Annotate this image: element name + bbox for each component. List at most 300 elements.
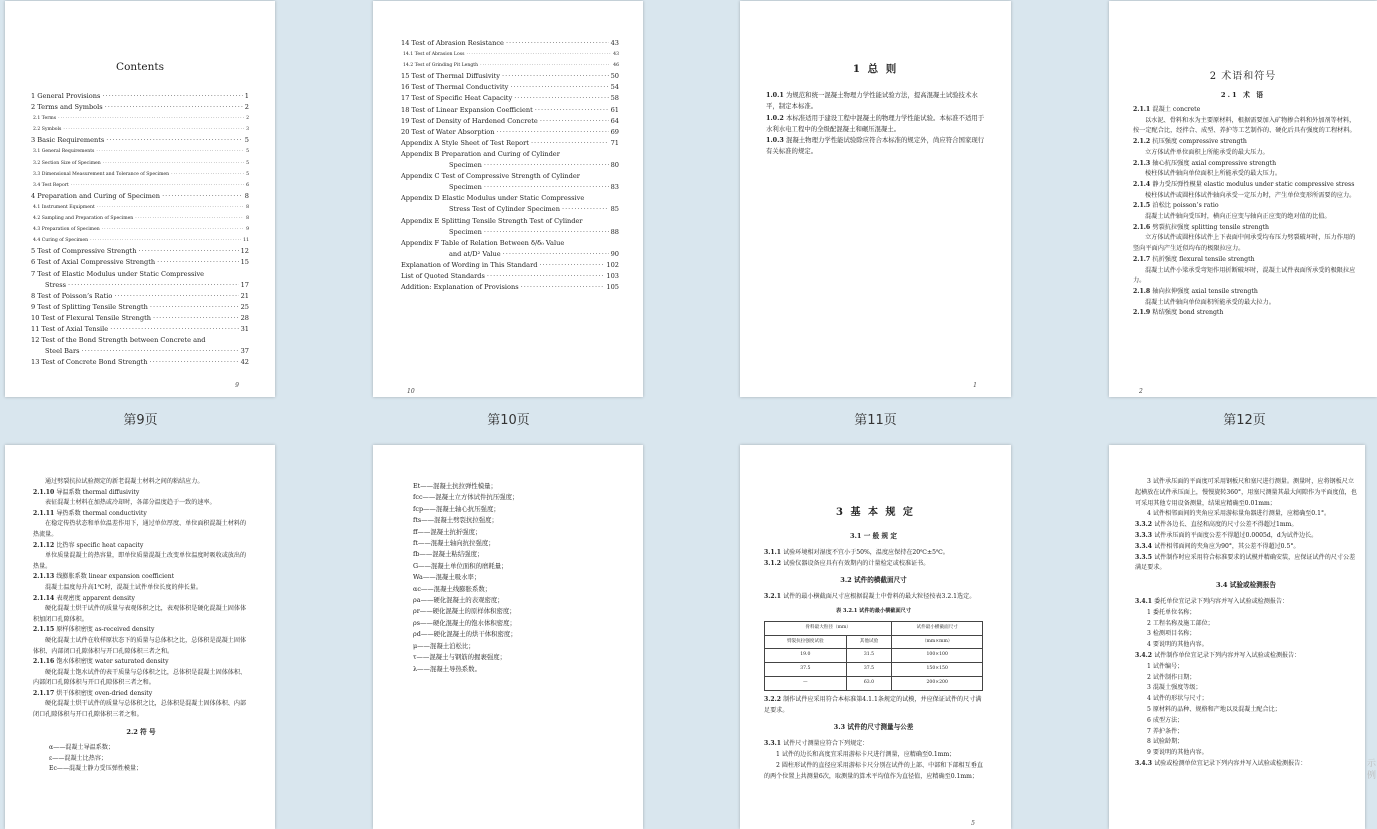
clause-number: 2.1.3 [1133,159,1153,167]
toc-entry-page: 11 [243,238,249,244]
toc-entry [401,127,619,138]
toc-leader-dots [71,180,244,191]
toc-entry-title: List of Quoted Standards [401,271,485,280]
term-definition: 立方体试件单位面积上所能承受的最大压力。 [1145,148,1269,156]
toc-entry-page: 25 [240,302,249,311]
toc-entry-title: 4.2 Sampling and Preparation of Specimen [33,216,134,222]
term-heading: 2.1.12 比热容 specific heat capacity [33,541,144,549]
table-header: （mm×mm） [892,635,983,649]
toc-entry-title: 3.2 Section Size of Specimen [33,160,101,166]
toc-leader-dots [157,257,238,268]
toc-entry [31,335,249,346]
clause: 3.2.1 试件的最小横截面尺寸应根据混凝土中骨料的最大粒径按表3.2.1选定。 [764,593,976,601]
clause-number: 3.1.2 [764,559,784,567]
table-cell: 37.5 [765,663,847,677]
toc-entry-page: 8 [246,204,249,210]
toc-entry-title: Stress Test of Cylinder Specimen [449,205,560,214]
clause-number: 2.1.17 [33,689,57,697]
table-cell: 150×150 [892,663,983,677]
toc-leader-dots [484,160,609,171]
toc-leader-dots [497,127,609,138]
toc-entry [401,271,619,282]
toc-entry [401,182,619,193]
page-thumbnail-10[interactable] [373,1,643,397]
toc-entry [31,302,249,313]
toc-entry-page: 5 [244,136,249,145]
toc-leader-dots [531,138,609,149]
toc-leader-dots [105,102,243,113]
toc-entry [401,249,619,260]
toc-leader-dots [514,93,608,104]
toc-entry-title: Appendix D Elastic Modulus under Static Compressive [401,194,585,203]
clause-number: 1.0.3 [766,136,787,145]
clause-number: 3.3.4 [1135,542,1155,550]
toc-list [401,38,619,293]
clause: 3 混凝土强度等级； [1147,684,1202,692]
clause-number: 2.1.6 [1133,223,1153,231]
clause-number: 2.1.9 [1133,309,1153,317]
toc-entry [401,282,619,293]
toc-leader-dots [68,280,239,291]
page-thumbnail-13[interactable] [5,445,275,829]
chapter-body [766,90,989,158]
toc-entry-title: 10 Test of Flexural Tensile Strength [31,313,151,322]
watermark-text: 示 例 [1365,758,1375,779]
toc-leader-dots [162,191,243,202]
toc-entry [401,160,619,171]
symbol-entry: Wa——混凝土吸水率； [413,573,481,582]
clause: 4 要说明的其他内容。 [1147,641,1208,649]
toc-entry-title: Appendix F Table of Relation Between δ/δ₀ Value [401,238,565,247]
term-definition: 硬化混凝土试件在收样原状态下的质量与总体积之比，总体积是混凝土固体体积、内部闭口孔隙体积与开口孔隙体积三者之和。 [33,636,247,655]
toc-entry-title: Appendix B Preparation and Curing of Cylinder [401,149,560,158]
term-heading: 2.1.14 表观密度 apparent density [33,594,135,602]
toc-entry-title: 4.3 Preparation of Specimen [33,227,100,233]
clause-number: 2.1.12 [33,541,57,549]
toc-entry-title: 9 Test of Splitting Tensile Strength [31,302,148,311]
clause: 3.2.2 制作试件应采用符合本标准第4.1.1条规定的试模，并应保证试件的尺寸满足要求。 [764,695,982,714]
toc-leader-dots [135,213,244,224]
term-heading: 2.1.16 饱水体积密度 water saturated density [33,658,169,666]
toc-entry-page: 3 [246,127,249,133]
term-heading: 2.1.11 导热系数 thermal conductivity [33,509,147,517]
table-row [765,676,983,690]
clause: 3.4.3 试验或检测单位宜记录下列内容并写入试验或检测报告： [1135,759,1307,767]
toc-entry [401,227,619,238]
toc-leader-dots [535,105,609,116]
toc-entry-title: 3.1 General Requirements [33,149,95,155]
toc-entry-title: and at/D² Value [449,249,501,258]
toc-entry-page: 58 [610,94,619,103]
clause-number: 2.1.13 [33,573,57,581]
clause-number: 3.4.2 [1135,651,1155,659]
toc-entry [31,246,249,257]
toc-entry-title: 2.2 Symbols [33,127,62,133]
term-heading: 2.1.5 泊松比 poisson’s ratio [1133,202,1219,210]
term-definition: 棱柱体试件轴向单位面积上所能承受的最大压力。 [1145,170,1282,178]
toc-entry-title: Explanation of Wording in This Standard [401,260,538,269]
clause-number: 1.0.2 [766,113,787,122]
toc-entry-title: 7 Test of Elastic Modulus under Static Compressive [31,269,205,278]
page-thumbnail-15[interactable] [740,445,1011,829]
toc-entry-page: 15 [240,258,249,267]
toc-entry [401,171,619,182]
toc-entry [401,149,619,160]
toc-entry [401,204,619,215]
clause: 3.3.5 试件制作时应采用符合标准要求的试模并精确安装，应保证试件的尺寸公差满足要求。 [1135,553,1356,572]
toc-leader-dots [503,249,609,260]
clause-number: 3.3.2 [1135,521,1155,529]
table-header: 劈裂抗拉强度试验 [765,635,847,649]
toc-entry-page: 103 [606,271,619,280]
toc-entry-title: 14.1 Test of Abrasion Loss [403,52,465,58]
clause: 3.1.1 试验环境相对湿度不宜小于50%，温度应保持在20℃±5℃。 [764,548,949,556]
toc-entry-page: 42 [240,358,249,367]
toc-entry [401,60,619,71]
symbol-entry: ε——混凝土比热容； [49,754,108,762]
symbol-entry: ff——混凝土抗折强度； [413,527,482,536]
toc-entry [31,235,249,246]
toc-entry [31,213,249,224]
symbol-entry: Et——混凝土抗拉弹性模量； [413,482,497,490]
term-heading: 2.1.2 抗压强度 compressive strength [1133,138,1247,146]
toc-leader-dots [502,71,609,82]
toc-leader-dots [63,124,244,135]
toc-leader-dots [480,60,611,71]
toc-entry [31,357,249,368]
toc-leader-dots [106,135,243,146]
toc-entry-title: 1 General Provisions [31,92,101,100]
toc-entry-title: 4 Preparation and Curing of Specimen [31,191,161,200]
table-cell: 200×200 [892,676,983,690]
term-definition: 棱柱体试件或圆柱体试件轴向承受一定压力时，产生单位变形所需要的应力。 [1145,191,1356,199]
toc-entry-title: 4.1 Instrument Equipment [33,204,95,210]
term-heading: 2.1.7 抗折强度 flexural tensile strength [1133,255,1255,263]
term-definition: 在稳定传热状态和单位温差作用下，通过单位厚度、单位面积混凝土材料的热流量。 [33,520,247,538]
toc-entry-page: 71 [610,138,619,147]
toc-entry [31,113,249,124]
symbol-entry: λ——混凝土导热系数。 [413,664,481,673]
clause-number: 2.1.1 [1133,106,1153,113]
clause: 9 要说明的其他内容。 [1147,749,1208,757]
page-number: 1 [973,382,977,389]
term-definition: 硬化混凝土烘干试件的质量与总体积之比，总体积是混凝土固体体积、内部闭口孔隙体积与开口孔隙体积三者之和。 [33,700,247,719]
toc-entry [401,93,619,104]
clause: 3.1.2 试验仪器设备应具有有效期内的计量检定或校准证书。 [764,559,930,567]
term-definition: 硬化混凝土饱水试件的表干质量与总体积之比，总体积是混凝土固体体积、内部闭口孔隙体积与开口孔隙体积三者之和。 [33,668,247,687]
table-header: 试件最小横截面尺寸 [892,621,983,635]
toc-entry [31,124,249,135]
toc-entry-page: 12 [240,247,249,256]
toc-entry-page: 85 [610,205,619,214]
toc-entry-title: Specimen [449,161,482,170]
term-heading: 2.1.13 线膨胀系数 linear expansion coefficient [33,573,175,581]
section-title: 3.1 一 般 规 定 [849,532,898,540]
table-cell: — [765,676,847,690]
clause-number: 2.1.8 [1133,287,1153,295]
toc-entry-title: 15 Test of Thermal Diffusivity [401,72,501,81]
toc-entry-title: 16 Test of Thermal Conductivity [401,83,509,92]
toc-entry [401,116,619,127]
toc-leader-dots [487,271,605,282]
symbol-entry: ρa——硬化混凝土的表观密度； [413,596,504,605]
toc-entry-title: Steel Bars [45,347,80,356]
chapter-title: 2 术语和符号 [1209,71,1277,82]
toc-entry-title: 3.4 Test Report [33,182,69,188]
toc-entry [401,193,619,204]
page-thumbnail-14[interactable] [373,445,643,829]
contents-title: Contents [116,61,164,73]
page-caption-12[interactable]: 第12页 [1223,413,1266,428]
toc-entry-page: 31 [240,324,249,333]
toc-leader-dots [484,227,609,238]
clause: 3.3.2 试件各边长、直径和高度的尺寸公差不得超过1mm。 [1135,521,1298,529]
clause-number: 2.1.2 [1133,138,1153,146]
toc-leader-dots [96,146,244,157]
toc-entry [31,169,249,180]
page-caption-10[interactable]: 第10页 [487,413,530,428]
symbol-entry: α——混凝土导温系数； [49,744,115,752]
table-title: 表 3.2.1 试件的最小横截面尺寸 [835,607,912,614]
toc-entry-page: 2 [246,116,249,122]
term-heading: 2.1.1 混凝土 concrete [1133,106,1201,113]
section-title: 3.4 试验或检测报告 [1216,581,1276,590]
toc-entry [31,346,249,357]
clause: 6 成型方法； [1147,716,1184,724]
toc-entry-title: 20 Test of Water Absorption [401,127,495,136]
term-heading: 2.1.15 原样体积密度 as-received density [33,626,155,634]
toc-entry [31,158,249,169]
term-definition: 混凝土试件轴向受压时，横向正应变与轴向正应变的绝对值的比值。 [1145,213,1331,221]
toc-entry-title: 4.4 Curing of Specimen [33,238,89,244]
page-thumbnail-16[interactable] [1109,445,1365,829]
term-heading: 2.1.8 轴向拉伸强度 axial tensile strength [1133,287,1258,295]
term-definition: 通过劈裂抗拉试验测定的新老混凝土材料之间的粘结应力。 [45,478,204,485]
toc-leader-dots [103,158,244,169]
toc-leader-dots [540,116,609,127]
toc-entry-title: Stress [45,280,66,289]
term-definition: 以水泥、骨料和水为主要原材料，根据需要加入矿物掺合料和外加剂等材料，按一定配合比，经拌合、成型、养护等工艺制作的、硬化后具有强度的工程材料。 [1133,116,1356,135]
symbol-entry: fb——混凝土粘结强度； [413,550,484,559]
clause: 1.0.3 混凝土物理力学性能试验除应符合本标准的规定外，尚应符合国家现行有关标准的规定。 [766,136,985,156]
toc-entry-page: 6 [246,182,249,188]
toc-entry [401,49,619,60]
toc-entry-page: 80 [610,161,619,170]
toc-leader-dots [150,302,239,313]
page-thumbnail-12[interactable] [1109,1,1377,397]
clause-number: 3.3.1 [764,740,784,748]
clause-number: 3.2.1 [764,593,784,601]
toc-entry-title: 17 Test of Specific Heat Capacity [401,94,513,103]
clause: 1 委托单位名称； [1147,608,1196,616]
toc-leader-dots [114,291,238,302]
toc-leader-dots [506,38,609,49]
toc-entry [31,224,249,235]
toc-leader-dots [138,246,238,257]
page-thumbnail-11[interactable] [740,1,1011,397]
page-number: 9 [235,382,239,389]
toc-entry-page: 46 [613,63,619,69]
toc-entry-page: 88 [610,227,619,236]
toc-entry [31,191,249,202]
term-heading: 2.1.17 烘干体积密度 oven-dried density [33,689,153,697]
clause: 1 试件的边长和高度宜采用游标卡尺进行测量，应精确至0.1mm； [776,750,956,758]
table-row [765,663,983,677]
toc-entry-title: 5 Test of Compressive Strength [31,247,137,256]
clause: 5 原材料的品种、规格和产地以及混凝土配合比； [1147,705,1281,713]
toc-entry-title: Addition: Explanation of Provisions [401,283,519,292]
symbol-entry: fcp——混凝土轴心抗压强度； [413,504,500,513]
clause-number: 2.1.15 [33,626,57,634]
clause: 3 试件承压面的平面度可采用钢板尺和塞尺进行测量。测量时，应将钢板尺立起横放在试件承压面上，慢慢旋转360°，用塞尺测量其最大间隙作为平面度值，也可采用其他专用设备测量，结果应精确至0.01mm； [1135,478,1357,507]
chapter-body [33,477,249,775]
clause-number: 3.3.3 [1135,531,1155,539]
symbol-entry: Ec——混凝土静力受压弹性模量； [49,765,143,773]
toc-entry-page: 50 [610,72,619,81]
toc-leader-dots [510,82,608,93]
toc-entry-title: 3 Basic Requirements [31,136,105,145]
toc-entry-title: 11 Test of Axial Tensile [31,324,109,333]
table-cell: 37.5 [846,663,892,677]
toc-entry [31,324,249,335]
term-definition: 表征混凝土材料在加热或冷却时，各部分温度趋于一致的速率。 [45,499,216,507]
toc-entry-page: 69 [610,127,619,136]
toc-leader-dots [171,169,244,180]
toc-entry [31,269,249,280]
toc-entry-title: 19 Test of Density of Hardened Concrete [401,116,538,125]
clause: 7 养护条件； [1147,727,1184,735]
toc-leader-dots [466,49,611,60]
term-heading: 2.1.4 静力受压弹性模量 elastic modulus under static compressive stress [1133,180,1355,188]
term-definition: 混凝土试件小梁承受弯矩作用折断破坏时，混凝土试件表面所承受的极限拉应力。 [1133,266,1356,285]
toc-entry-title: Specimen [449,227,482,236]
clause-number: 3.3.5 [1135,553,1155,561]
toc-entry-title: 14 Test of Abrasion Resistance [401,39,504,47]
symbol-list [413,481,613,675]
term-heading: 2.1.3 轴心抗压强度 axial compressive strength [1133,159,1277,167]
toc-entry [401,71,619,82]
toc-leader-dots [110,324,238,335]
toc-entry-page: 5 [246,149,249,155]
table-cell: 19.0 [765,649,847,663]
clause: 1.0.2 本标准适用于建设工程中混凝土的物理力学性能试验。本标准不适用于水利水电工程中的全级配混凝土和碾压混凝土。 [766,113,985,133]
page-caption-9[interactable]: 第9页 [123,413,158,428]
clause: 8 试验龄期； [1147,738,1184,746]
toc-entry [401,38,619,49]
section-title: 3.3 试件的尺寸测量与公差 [833,723,914,732]
toc-entry-page: 61 [610,105,619,114]
toc-entry [31,91,249,102]
term-heading: 2.1.6 劈裂抗拉强度 splitting tensile strength [1133,223,1270,231]
clause-number: 3.4.3 [1135,759,1155,767]
clause: 2 圆柱形试件的直径应采用游标卡尺分别在试件的上部、中部和下部相互垂直的两个位置上共测量6次，取测量的算术平均值作为直径值，应精确至0.1mm； [764,761,983,780]
toc-entry-page: 83 [610,183,619,192]
symbol-entry: fts——混凝土劈裂抗拉强度； [413,516,498,525]
term-definition: 硬化混凝土烘干试件的质量与表观体积之比，表观体积是硬化混凝土固体体积加闭口孔隙体积。 [33,605,247,623]
toc-leader-dots [150,357,239,368]
table-header: 骨料最大粒径（mm） [765,621,892,635]
toc-entry-page: 9 [246,227,249,233]
table-header: 其他试验 [846,635,892,649]
clause: 1.0.1 为规范和统一混凝土物理力学性能试验方法，提高混凝土试验技术水平，制定本标准。 [766,91,978,111]
toc-entry [401,138,619,149]
toc-leader-dots [484,182,609,193]
size-table [764,621,983,691]
toc-entry-page: 21 [240,291,249,300]
page-number: 10 [407,388,415,395]
page-thumbnail-9[interactable] [5,1,275,397]
symbol-entry: ρs——硬化混凝土的饱水体积密度； [413,618,516,627]
toc-entry-page: 90 [610,249,619,258]
clause-number: 3.4.1 [1135,597,1155,605]
toc-entry-page: 1 [244,92,249,100]
toc-entry-title: 12 Test of the Bond Strength between Concrete and [31,336,206,345]
toc-leader-dots [539,260,604,271]
toc-leader-dots [102,224,244,235]
toc-entry-title: 3.3 Dimensional Measurement and Tolerance of Specimen [33,171,170,177]
symbol-entry: G——混凝土单位面积的磨耗量； [413,561,508,570]
table-cell: 100×100 [892,649,983,663]
term-definition: 混凝土试件轴向单位面积所能承受的最大拉力。 [1145,298,1275,306]
clause-number: 2.1.16 [33,658,57,666]
table-cell: 63.0 [846,676,892,690]
toc-entry-page: 37 [240,347,249,356]
section-title: 2.2 符 号 [126,727,156,736]
section-title: 3.2 试件的横截面尺寸 [840,576,907,585]
toc-entry-page: 2 [244,103,249,112]
symbol-entry: ρd——硬化混凝土的烘干体积密度； [413,630,517,639]
chapter-body [1135,477,1357,770]
toc-entry-title: 6 Test of Axial Compressive Strength [31,258,156,267]
toc-entry-page: 5 [246,160,249,166]
toc-entry [31,202,249,213]
symbol-entry: αc——混凝土线膨胀系数； [413,584,492,593]
toc-entry-title: 8 Test of Poisson’s Ratio [31,291,113,300]
toc-entry-title: 13 Test of Concrete Bond Strength [31,358,148,367]
toc-entry-page: 8 [244,191,249,200]
clause-number: 2.1.7 [1133,255,1153,263]
toc-leader-dots [521,282,605,293]
toc-entry-title: 2 Terms and Symbols [31,103,103,112]
toc-leader-dots [562,204,609,215]
symbol-entry: ρr——硬化混凝土的原样体积密度； [413,607,516,616]
clause: 3.4.1 委托单位宜记录下列内容并写入试验或检测报告： [1135,597,1289,605]
toc-entry-page: 5 [246,171,249,177]
toc-entry-page: 17 [240,280,249,289]
toc-list [31,91,249,368]
clause-number: 2.1.10 [33,488,57,496]
toc-entry-title: Appendix C Test of Compressive Strength of Cylinder [401,172,580,181]
toc-entry [401,82,619,93]
toc-entry [401,238,619,249]
toc-leader-dots [58,113,244,124]
toc-entry [31,135,249,146]
term-definition: 单位质量混凝土的热容量，即单位质量混凝土改变单位温度时吸收或放出的热量。 [33,552,247,570]
page-caption-11[interactable]: 第11页 [854,413,897,428]
toc-entry [31,180,249,191]
toc-entry [31,313,249,324]
symbol-entry: fcc——混凝土立方体试件抗压强度； [413,493,519,502]
page-number: 5 [971,820,975,827]
page-number: 2 [1139,388,1143,395]
clause: 4 试件的形状与尺寸； [1147,695,1208,703]
toc-entry-title: Appendix A Style Sheet of Test Report [401,138,529,147]
clause-number: 2.1.5 [1133,202,1153,210]
toc-leader-dots [97,202,244,213]
toc-leader-dots [153,313,239,324]
clause: 2 试件制作日期； [1147,673,1196,681]
toc-entry-page: 43 [613,52,619,58]
